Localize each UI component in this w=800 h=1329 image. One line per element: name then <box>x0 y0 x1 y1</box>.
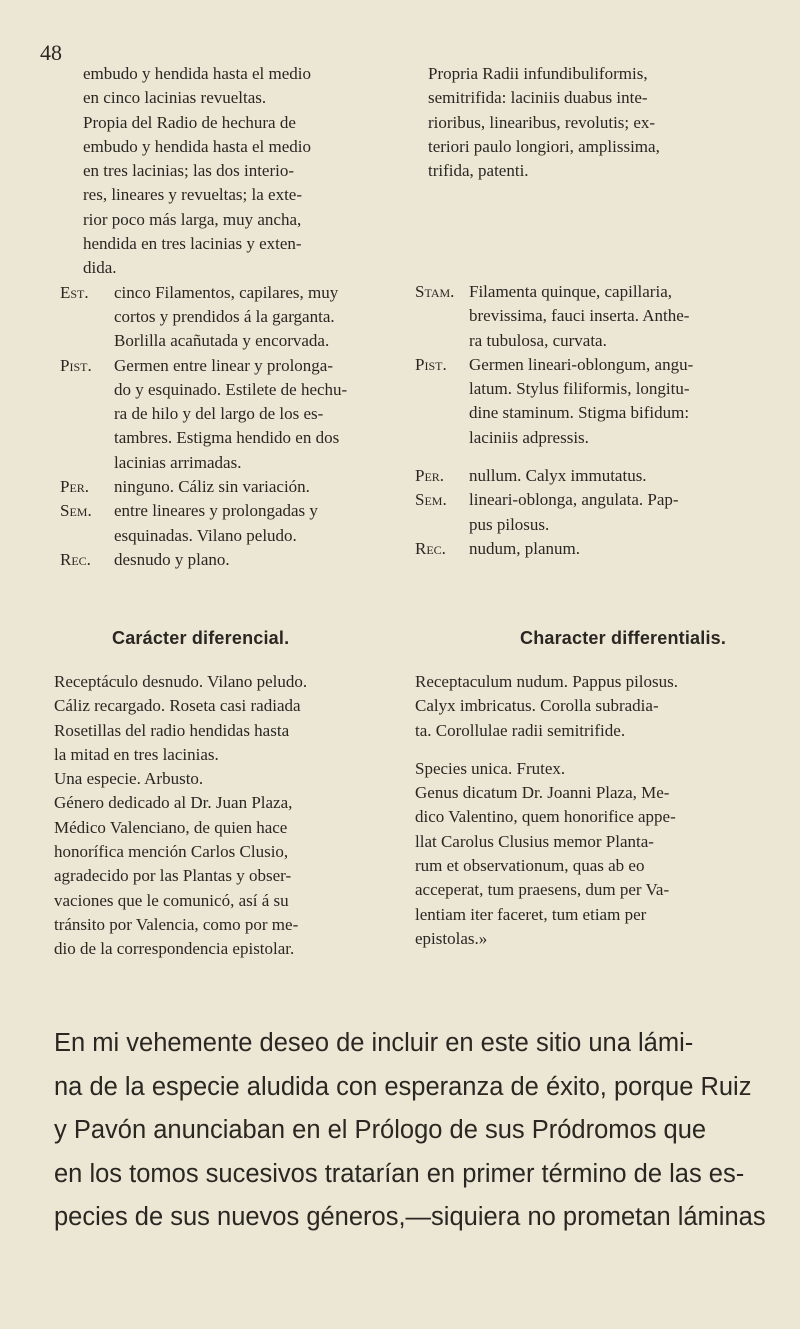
right-entry-sem <box>415 488 753 537</box>
left-entry-sem <box>60 499 388 548</box>
text-line: lentiam iter faceret, tum etiam per <box>415 904 647 924</box>
text-line: Médico Valenciano, de quien hace <box>54 817 288 837</box>
entry-tag: Per. <box>415 466 445 486</box>
text-line: y Pavón anunciaban en el Prólogo de sus Pródromos que <box>54 1116 707 1144</box>
heading-character-differentialis: Character differentialis. <box>520 628 727 648</box>
text-line: honorífica mención Carlos Clusio, <box>54 842 289 862</box>
entry-tag: Rec. <box>415 538 446 558</box>
text-line: laciniis adpressis. <box>469 427 589 447</box>
text-line: pecies de sus nuevos géneros,—siquiera no prometan láminas <box>54 1203 766 1231</box>
right-entry-rec <box>415 537 753 561</box>
entry-tag: Per. <box>60 477 90 497</box>
entry-tag: Rec. <box>60 549 91 569</box>
text-line: trifida, patenti. <box>428 161 529 181</box>
text-line: na de la especie aludida con esperanza de éxito, porque Ruiz <box>54 1072 752 1101</box>
text-line: tránsito por Valencia, como por me- <box>54 914 299 934</box>
text-line: rior poco más larga, muy ancha, <box>83 209 302 229</box>
left-entry-pist <box>60 354 388 475</box>
text-line: dio de la correspondencia epistolar. <box>54 939 295 959</box>
text-line: ra de hilo y del largo de los es- <box>114 404 324 424</box>
entry-tag: Stam. <box>415 282 455 301</box>
text-line: Receptaculum nudum. Pappus pilosus. <box>415 672 679 691</box>
text-line: Género dedicado al Dr. Juan Plaza, <box>54 793 293 813</box>
text-line: en los tomos sucesivos tratarían en primer término de las es- <box>54 1159 745 1188</box>
text-line: Germen entre linear y prolonga- <box>114 355 334 375</box>
page-number: 48 <box>40 40 62 65</box>
entry-tag: Sem. <box>415 490 447 510</box>
left-entry-per <box>60 475 388 499</box>
text-line: Receptáculo desnudo. Vilano peludo. <box>54 672 308 691</box>
text-line: epistolas.» <box>415 928 488 948</box>
text-line: rum et observationum, quas ab eo <box>415 856 645 876</box>
text-line: semitrifida: laciniis duabus inte- <box>428 88 648 108</box>
right-entry-per <box>415 464 753 488</box>
text-line: acceperat, tum praesens, dum per Va- <box>415 880 670 900</box>
text-line: esquinadas. Vilano peludo. <box>114 525 297 545</box>
left-column-description <box>60 62 388 572</box>
text-line: dico Valentino, quem honorifice appe- <box>415 807 676 827</box>
text-line: rioribus, linearibus, revolutis; ex- <box>428 112 656 132</box>
entry-tag: Pist. <box>415 354 447 374</box>
left-entry-rec <box>60 548 388 572</box>
text-line: nudum, planum. <box>469 538 580 558</box>
text-line: Propria Radii infundibuliformis, <box>428 64 648 83</box>
left-intro <box>60 62 388 281</box>
text-line: Cáliz recargado. Roseta casi radiada <box>54 696 301 716</box>
text-line: teriori paulo longiori, amplissima, <box>428 136 660 156</box>
text-line: agradecido por las Plantas y obser- <box>54 866 292 886</box>
entry-tag: Sem. <box>60 501 92 521</box>
text-line: Rosetillas del radio hendidas hasta <box>54 720 290 740</box>
text-line: brevissima, fauci inserta. Anthe- <box>469 306 690 326</box>
right-intro <box>415 62 753 183</box>
text-line: pus pilosus. <box>469 514 550 534</box>
entry-tag: Pist. <box>60 355 92 375</box>
text-line: Germen lineari-oblongum, angu- <box>469 354 694 374</box>
text-line: tambres. Estigma hendido en dos <box>114 428 340 448</box>
text-line: ninguno. Cáliz sin variación. <box>114 477 310 497</box>
entry-tag: Est. <box>60 282 89 302</box>
left-entry-est <box>60 281 388 354</box>
text-line: nullum. Calyx immutatus. <box>469 466 647 486</box>
text-line: lacinias arrimadas. <box>114 452 242 472</box>
text-line: cortos y prendidos á la garganta. <box>114 306 335 326</box>
text-line: hendida en tres lacinias y exten- <box>83 234 302 254</box>
heading-caracter-diferencial: Carácter diferencial. <box>112 628 290 648</box>
right-differential <box>415 670 753 951</box>
text-line: do y esquinado. Estilete de hechu- <box>114 379 348 399</box>
left-differential <box>54 670 388 962</box>
text-line: dine staminum. Stigma bifidum: <box>469 403 690 423</box>
right-column-entries <box>415 280 753 561</box>
body-paragraph <box>54 1022 766 1240</box>
text-line: Filamenta quinque, capillaria, <box>469 282 672 301</box>
text-line: res, lineares y revueltas; la exte- <box>83 185 303 205</box>
text-line: en cinco lacinias revueltas. <box>83 88 267 108</box>
text-line: Species unica. Frutex. <box>415 758 566 778</box>
text-line: la mitad en tres lacinias. <box>54 744 219 764</box>
text-line: llat Carolus Clusius memor Planta- <box>415 831 654 851</box>
text-line: Calyx imbricatus. Corolla subradia- <box>415 696 659 716</box>
text-line: embudo y hendida hasta el medio <box>83 136 312 156</box>
right-entry-pist <box>415 353 753 450</box>
text-line: latum. Stylus filiformis, longitu- <box>469 379 690 399</box>
text-line: Una especie. Arbusto. <box>54 769 204 789</box>
text-line: desnudo y plano. <box>114 549 230 569</box>
text-line: En mi vehemente deseo de incluir en este sitio una lámi- <box>54 1029 694 1057</box>
text-line: Propia del Radio de hechura de <box>83 112 296 132</box>
text-line: entre lineares y prolongadas y <box>114 501 318 521</box>
text-line: en tres lacinias; las dos interio- <box>83 161 295 181</box>
text-line: lineari-oblonga, angulata. Pap- <box>469 490 679 510</box>
right-column-intro <box>415 62 753 183</box>
text-line: ra tubulosa, curvata. <box>469 330 607 350</box>
text-line: vaciones que le comunicó, así á su <box>54 890 289 910</box>
right-entry-stam <box>415 280 753 353</box>
text-line: embudo y hendida hasta el medio <box>83 64 312 83</box>
text-line: dida. <box>83 258 117 278</box>
text-line: cinco Filamentos, capilares, muy <box>114 282 339 302</box>
text-line: ta. Corollulae radii semitrifide. <box>415 720 626 740</box>
text-line: Borlilla acañutada y encorvada. <box>114 331 330 351</box>
text-line: Genus dicatum Dr. Joanni Plaza, Me- <box>415 783 670 803</box>
